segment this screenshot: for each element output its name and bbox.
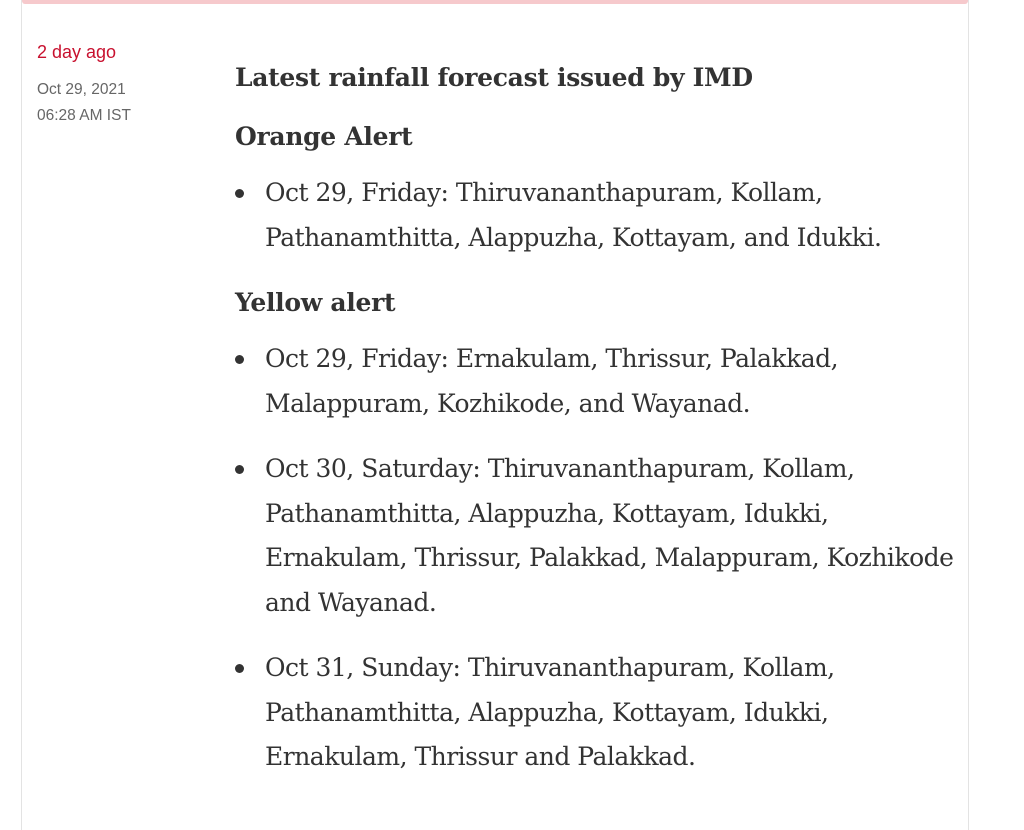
- update-time: 06:28 AM IST: [37, 107, 131, 124]
- update-meta: [37, 40, 207, 129]
- bullet-icon: [235, 465, 244, 474]
- list-item: [235, 171, 955, 260]
- list-item-text: Oct 29, Friday: Thiruvananthapuram, Kollam, Pathanamthitta, Alappuzha, Kottayam, and Idukki.: [265, 178, 882, 252]
- section-title-orange-alert: Orange Alert: [235, 122, 413, 151]
- bullet-icon: [235, 355, 244, 364]
- list-item: [235, 646, 955, 780]
- time-ago-label: 2 day ago: [37, 42, 117, 62]
- yellow-alert-list: [235, 337, 955, 780]
- list-item-text: Oct 31, Sunday: Thiruvananthapuram, Kollam, Pathanamthitta, Alappuzha, Kottayam, Idukki, Ernakulam, Thrissur and Palakkad.: [265, 653, 835, 771]
- list-item: [235, 447, 955, 625]
- update-date: Oct 29, 2021: [37, 81, 126, 98]
- list-item-text: Oct 30, Saturday: Thiruvananthapuram, Kollam, Pathanamthitta, Alappuzha, Kottayam, Idukki, Ernakulam, Thrissur, Palakkad, Malappuram, Kozhikode and Wayanad.: [265, 454, 954, 617]
- update-heading: Latest rainfall forecast issued by IMD: [235, 63, 753, 92]
- section-title-yellow-alert: Yellow alert: [235, 288, 396, 317]
- update-content: [235, 56, 955, 801]
- orange-alert-list: [235, 171, 955, 260]
- list-item-text: Oct 29, Friday: Ernakulam, Thrissur, Palakkad, Malappuram, Kozhikode, and Wayanad.: [265, 344, 839, 418]
- list-item: [235, 337, 955, 426]
- card-accent-bar: [22, 0, 968, 4]
- live-update-card: [21, 0, 969, 830]
- bullet-icon: [235, 189, 244, 198]
- bullet-icon: [235, 664, 244, 673]
